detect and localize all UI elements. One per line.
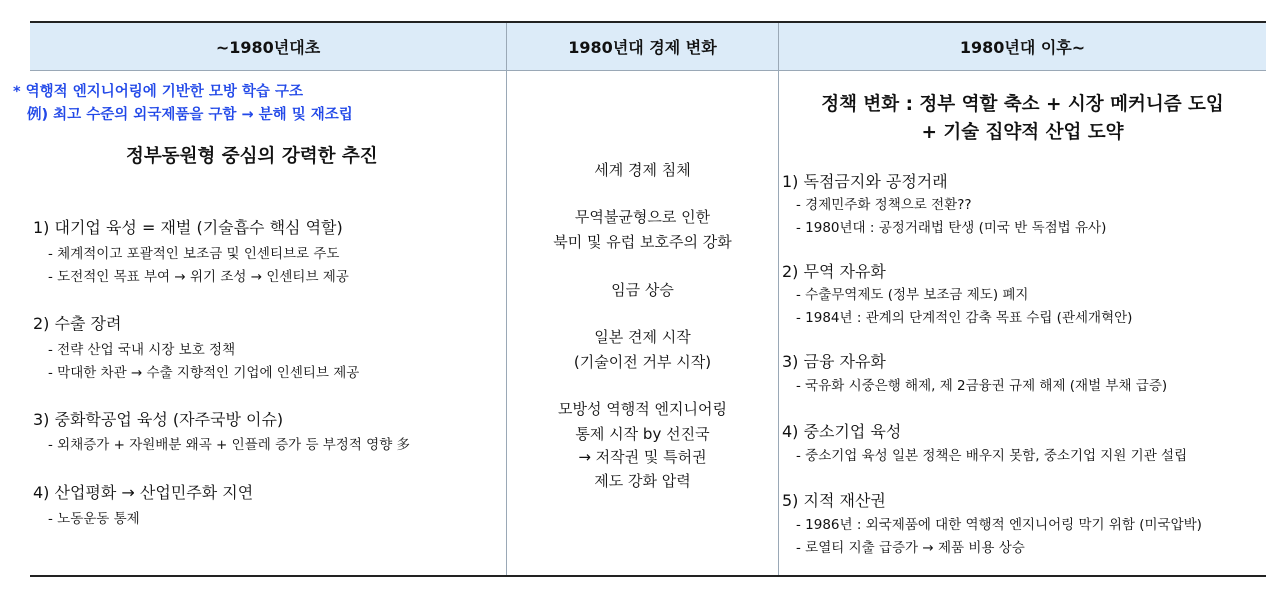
list-item: - 외채증가 + 자원배분 왜곡 + 인플레 증가 등 부정적 영향 多 — [48, 437, 411, 453]
section-heading: 2) 수출 장려 — [33, 314, 122, 333]
section-heading: 3) 중화학공업 육성 (자주국방 이슈) — [33, 410, 284, 429]
section-heading: 2) 무역 자유화 — [782, 262, 886, 281]
list-item: - 도전적인 목표 부여 → 위기 조성 → 인센티브 제공 — [48, 269, 349, 285]
column-title: + 기술 집약적 산업 도약 — [921, 122, 1124, 143]
list-item: - 국유화 시중은행 해제, 제 2금융권 규제 해제 (재벌 부채 급증) — [796, 378, 1168, 394]
section-heading: 1) 대기업 육성 = 재벌 (기술흡수 핵심 역할) — [33, 218, 343, 237]
change-item-japan: 일본 견제 시작 — [594, 328, 691, 346]
column-title: 정책 변화 : 정부 역할 축소 + 시장 메커니즘 도입 — [821, 94, 1224, 115]
change-item-recession: 세계 경제 침체 — [594, 161, 691, 179]
list-item: - 로열티 지출 급증가 → 제품 비용 상승 — [796, 540, 1025, 556]
list-item: - 노동운동 통제 — [48, 511, 140, 527]
change-item-ip-control: 제도 강화 압력 — [594, 472, 691, 490]
section-heading: 4) 중소기업 육성 — [782, 422, 902, 441]
change-item-protectionism: 무역불균형으로 인한 — [574, 208, 711, 226]
header-col-after-1980: 1980년대 이후~ — [959, 38, 1086, 57]
list-item: - 막대한 차관 → 수출 지향적인 기업에 인센티브 제공 — [48, 365, 360, 381]
list-item: - 1984년 : 관계의 단계적인 감축 목표 수립 (관세개혁안) — [796, 310, 1133, 326]
header-col-before-1980: ~1980년대초 — [215, 38, 321, 57]
section-heading: 3) 금융 자유화 — [782, 352, 886, 371]
column-before-1980 — [13, 70, 506, 575]
change-item-wages: 임금 상승 — [611, 281, 674, 299]
reverse-engineering-example: 例) 최고 수준의 외국제품을 구함 → 분해 및 재조립 — [27, 107, 353, 123]
reverse-engineering-note: * 역행적 엔지니어링에 기반한 모방 학습 구조 — [13, 84, 303, 100]
column-1980s-change — [507, 70, 778, 575]
table-header-row — [30, 23, 1266, 71]
column-title: 정부동원형 중심의 강력한 추진 — [126, 146, 378, 167]
list-item: - 전략 산업 국내 시장 보호 정책 — [48, 342, 236, 358]
change-item-ip-control: 통제 시작 by 선진국 — [575, 425, 710, 443]
change-item-protectionism: 북미 및 유럽 보호주의 강화 — [553, 233, 732, 251]
change-item-ip-control: → 저작권 및 특허권 — [578, 448, 707, 466]
list-item: - 수출무역제도 (정부 보조금 제도) 폐지 — [796, 287, 1029, 303]
list-item: - 경제민주화 정책으로 전환?? — [796, 197, 972, 213]
list-item: - 1980년대 : 공정거래법 탄생 (미국 반 독점법 유사) — [796, 220, 1107, 236]
section-heading: 4) 산업평화 → 산업민주화 지연 — [33, 483, 254, 502]
section-heading: 5) 지적 재산권 — [782, 491, 886, 510]
list-item: - 1986년 : 외국제품에 대한 역행적 엔지니어링 막기 위함 (미국압박) — [796, 517, 1202, 533]
section-heading: 1) 독점금지와 공정거래 — [782, 172, 948, 191]
column-after-1980 — [779, 70, 1266, 575]
header-col-1980s-change: 1980년대 경제 변화 — [568, 38, 717, 57]
change-item-japan: (기술이전 거부 시작) — [573, 353, 712, 371]
list-item: - 체계적이고 포괄적인 보조금 및 인센티브로 주도 — [48, 246, 340, 262]
list-item: - 중소기업 육성 일본 정책은 배우지 못함, 중소기업 지원 기관 설립 — [796, 448, 1188, 464]
comparison-table — [13, 21, 1266, 577]
change-item-ip-control: 모방성 역행적 엔지니어링 — [558, 400, 727, 418]
bottom-rule — [30, 575, 1266, 577]
